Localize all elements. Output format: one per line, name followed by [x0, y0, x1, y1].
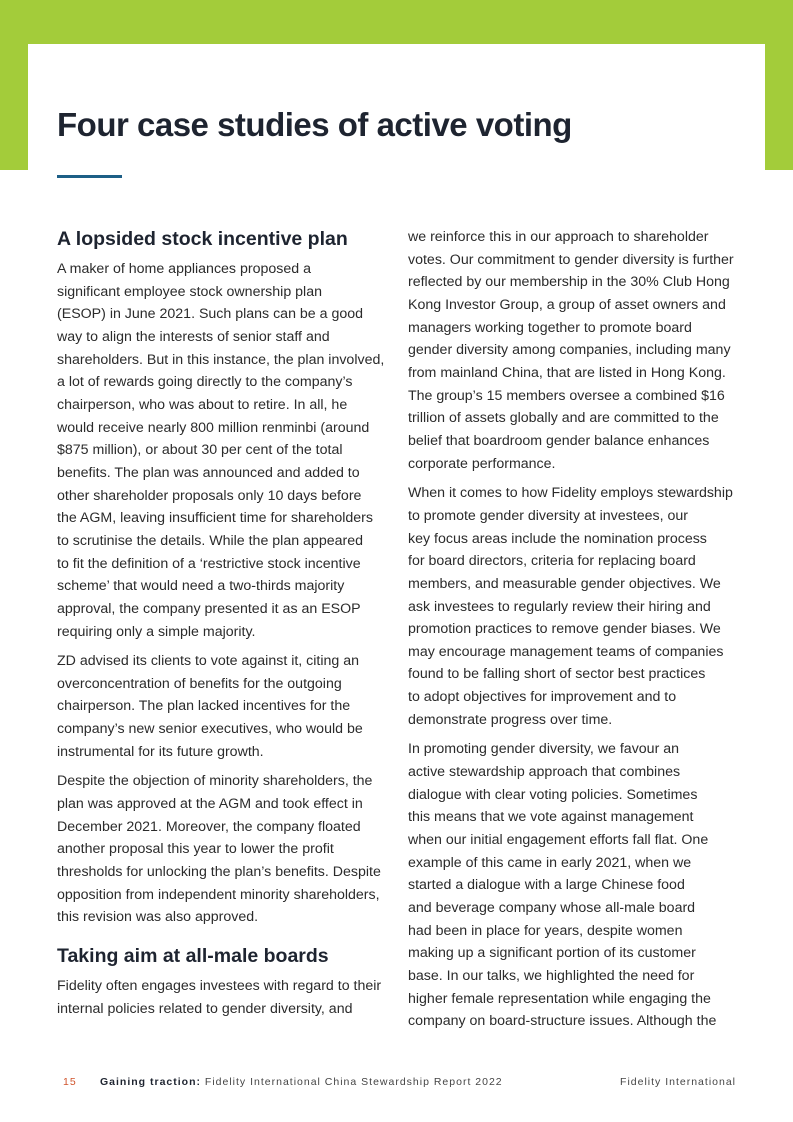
text-line: belief that boardroom gender balance enhances — [408, 432, 710, 449]
page-number: 15 — [63, 1076, 77, 1088]
text-line: requiring only a simple majority. — [57, 623, 256, 640]
paragraph — [408, 482, 738, 731]
text-line: benefits. The plan was announced and added to — [57, 464, 360, 481]
text-line: approval, the company presented it as an ESOP — [57, 600, 361, 617]
text-line: other shareholder proposals only 10 days before — [57, 487, 362, 504]
text-line: dialogue with clear voting policies. Sometimes — [408, 786, 698, 803]
text-line: another proposal this year to lower the profit — [57, 841, 334, 858]
paragraph — [57, 770, 387, 929]
report-label: Gaining traction: — [100, 1076, 201, 1088]
text-line: corporate performance. — [408, 455, 556, 472]
text-line: from mainland China, that are listed in Hong Kong. — [408, 364, 726, 381]
text-line: shareholders. But in this instance, the plan involved, — [57, 351, 385, 368]
text-line: this revision was also approved. — [57, 909, 259, 926]
text-line: ZD advised its clients to vote against it, citing an — [57, 653, 360, 670]
text-line: found to be falling short of sector best practices — [408, 666, 706, 683]
text-line: Despite the objection of minority shareholders, the — [57, 773, 373, 790]
text-line: gender diversity among companies, including many — [408, 342, 731, 359]
text-line: we reinforce this in our approach to shareholder — [408, 229, 709, 245]
text-line: instrumental for its future growth. — [57, 743, 264, 760]
text-line: had been in place for years, despite women — [408, 922, 683, 939]
text-line: base. In our talks, we highlighted the need for — [408, 968, 695, 984]
text-line: votes. Our commitment to gender diversity is further — [408, 251, 734, 268]
text-line: A maker of home appliances proposed a — [57, 261, 311, 277]
text-line: opposition from independent minority shareholders, — [57, 886, 380, 903]
text-line: plan was approved at the AGM and took effect in — [57, 796, 363, 813]
paragraph — [408, 226, 738, 475]
text-line: for board directors, criteria for replacing board — [408, 553, 696, 570]
paragraph — [57, 258, 387, 643]
text-line: chairperson, who was about to retire. In all, he — [57, 396, 348, 413]
text-line: making up a significant portion of its customer — [408, 945, 696, 962]
text-line: internal policies related to gender diversity, and — [57, 1000, 353, 1017]
text-line: December 2021. Moreover, the company floated — [57, 818, 361, 835]
text-line: trillion of assets globally and are committed to the — [408, 410, 719, 427]
text-line: to fit the definition of a ‘restrictive stock incentive — [57, 555, 361, 572]
text-line: Fidelity often engages investees with regard to their — [57, 978, 382, 995]
title-underline-rule — [57, 175, 122, 178]
text-line: key focus areas include the nomination process — [408, 530, 707, 547]
text-line: active stewardship approach that combines — [408, 764, 681, 781]
organization-name: Fidelity International — [620, 1076, 736, 1088]
paragraph — [57, 650, 387, 763]
report-name: Fidelity International China Stewardship Report 2022 — [201, 1076, 503, 1088]
right-column — [408, 226, 738, 1040]
text-line: promotion practices to remove gender biases. We — [408, 621, 721, 638]
left-column — [57, 226, 387, 1027]
section-heading-all-male-boards: Taking aim at all-male boards — [57, 945, 329, 968]
text-line: when our initial engagement efforts fall flat. One — [408, 832, 709, 849]
text-line: Kong Investor Group, a group of asset owners and — [408, 296, 726, 313]
text-line: When it comes to how Fidelity employs stewardship — [408, 485, 733, 502]
text-line: scheme’ that would need a two-thirds majority — [57, 578, 345, 595]
text-line: example of this came in early 2021, when we — [408, 854, 692, 871]
text-line: and beverage company whose all-male board — [408, 900, 696, 917]
text-line: may encourage management teams of companies — [408, 643, 724, 660]
text-line: higher female representation while engaging the — [408, 990, 711, 1007]
text-line: overconcentration of benefits for the outgoing — [57, 675, 342, 692]
text-line: company’s new senior executives, who would be — [57, 721, 363, 738]
paragraph — [408, 738, 738, 1033]
text-line: to adopt objectives for improvement and to — [408, 689, 677, 706]
text-line: company on board-structure issues. Although the — [408, 1013, 717, 1030]
text-line: thresholds for unlocking the plan’s benefits. Despite — [57, 864, 381, 881]
text-line: to promote gender diversity at investees, our — [408, 507, 688, 524]
text-line: members, and measurable gender objectives. We — [408, 575, 721, 592]
report-title — [100, 1076, 503, 1088]
text-line: The group’s 15 members oversee a combined $16 — [408, 387, 725, 404]
text-line: (ESOP) in June 2021. Such plans can be a good — [57, 306, 364, 323]
text-line: managers working together to promote board — [408, 319, 692, 336]
text-line: demonstrate progress over time. — [408, 711, 613, 728]
section-heading-stock-plan: A lopsided stock incentive plan — [57, 228, 348, 250]
text-line: ask investees to regularly review their hiring and — [408, 598, 711, 615]
text-line: started a dialogue with a large Chinese food — [408, 877, 685, 894]
text-line: this means that we vote against management — [408, 809, 694, 826]
page-footer — [57, 1076, 736, 1092]
text-line: In promoting gender diversity, we favour an — [408, 741, 680, 758]
text-line: reflected by our membership in the 30% Club Hong — [408, 274, 730, 291]
text-line: to scrutinise the details. While the plan appeared — [57, 532, 364, 549]
text-line: $875 million), or about 30 per cent of the total — [57, 442, 343, 459]
text-line: the AGM, leaving insufficient time for shareholders — [57, 510, 373, 527]
paragraph — [57, 975, 387, 1020]
text-line: way to align the interests of senior staff and — [57, 328, 330, 345]
text-line: a lot of rewards going directly to the company’s — [57, 374, 353, 391]
page-title: Four case studies of active voting — [57, 106, 572, 143]
text-line: would receive nearly 800 million renminbi (around — [57, 419, 370, 436]
text-line: significant employee stock ownership plan — [57, 283, 322, 300]
text-line: chairperson. The plan lacked incentives for the — [57, 698, 351, 715]
